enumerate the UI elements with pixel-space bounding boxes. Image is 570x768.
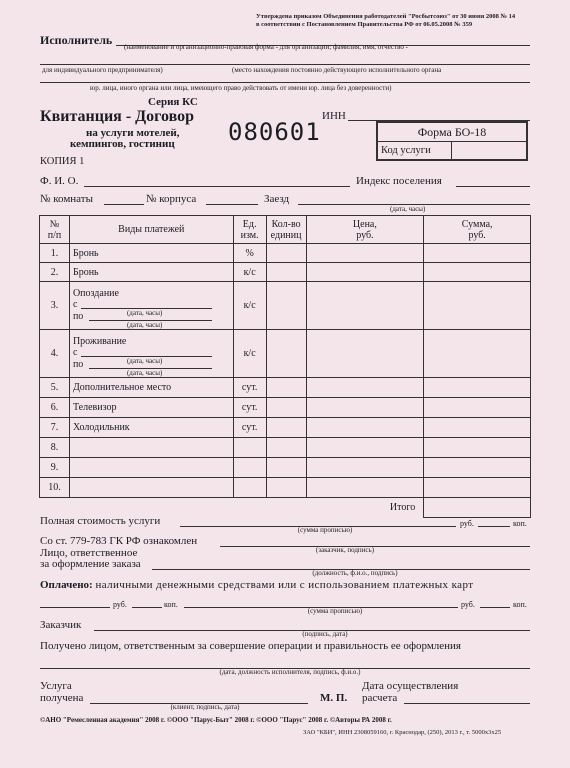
row-price[interactable] bbox=[306, 263, 424, 282]
received-caption: (дата, должность исполнителя, подпись, ф.и.о.) bbox=[219, 668, 361, 676]
date-caption: (дата, часы) bbox=[126, 321, 163, 329]
col-qty-header: Кол-во единиц bbox=[266, 216, 306, 244]
client-caption: (клиент, подпись, дата) bbox=[170, 703, 240, 711]
copy-label: КОПИЯ 1 bbox=[40, 156, 85, 167]
row-qty[interactable] bbox=[266, 263, 306, 282]
table-row bbox=[40, 398, 531, 418]
row-sum[interactable] bbox=[424, 330, 531, 378]
row-unit: сут. bbox=[233, 398, 266, 418]
service-label-1: Услуга bbox=[40, 680, 72, 692]
col-unit-header: Ед. изм. bbox=[233, 216, 266, 244]
row-price[interactable] bbox=[306, 282, 424, 330]
row-sum[interactable] bbox=[424, 244, 531, 263]
row-name: Холодильник bbox=[69, 418, 233, 438]
from-label: с bbox=[72, 299, 78, 310]
executor-caption-1: (наименование и организационно-правовая форма - для организации; фамилия, имя, отчество - bbox=[124, 43, 408, 51]
paid-text: наличными денежными средствами или с использованием платежных карт bbox=[95, 579, 474, 591]
inn-label: ИНН bbox=[322, 110, 346, 122]
paid-rub-label: руб. bbox=[113, 600, 127, 609]
position-caption: (должность, ф.и.о., подпись) bbox=[312, 569, 398, 577]
row-unit: к/с bbox=[233, 282, 266, 330]
paid-sum-words-caption: (сумма прописью) bbox=[307, 607, 363, 615]
approval-line-2: в соответствии с Постановлением Правительства РФ от 06.05.2008 № 359 bbox=[256, 21, 473, 28]
row-unit: к/с bbox=[233, 263, 266, 282]
row-sum[interactable] bbox=[424, 263, 531, 282]
form-title: Квитанция - Договор bbox=[40, 108, 195, 125]
form-code-box bbox=[376, 121, 528, 161]
row-price[interactable] bbox=[306, 458, 424, 478]
row-price[interactable] bbox=[306, 330, 424, 378]
row-name: Опоздание bbox=[72, 288, 119, 299]
printer-line: ЗАО "КБИ", ИНН 2308059160, г. Краснодар, (250), 2013 г., т. 5000х3х25 bbox=[303, 729, 502, 736]
customer-sign-caption: (заказчик, подпись) bbox=[315, 546, 375, 554]
row-qty[interactable] bbox=[266, 398, 306, 418]
executor-caption-2a: для индивидуального предпринимателя) bbox=[42, 66, 163, 74]
row-price[interactable] bbox=[306, 418, 424, 438]
table-row bbox=[40, 478, 531, 498]
paid-kop-label: коп. bbox=[164, 600, 178, 609]
row-number: 4. bbox=[40, 330, 70, 378]
row-price[interactable] bbox=[306, 478, 424, 498]
row-unit: сут. bbox=[233, 418, 266, 438]
table-row bbox=[40, 438, 531, 458]
row-qty[interactable] bbox=[266, 244, 306, 263]
form-name: Форма БО-18 bbox=[378, 123, 526, 142]
from-label: с bbox=[72, 347, 78, 358]
row-number: 6. bbox=[40, 398, 70, 418]
customer-label: Заказчик bbox=[40, 619, 82, 631]
table-row bbox=[40, 458, 531, 478]
total-label: Итого bbox=[40, 498, 424, 518]
row-unit[interactable] bbox=[233, 438, 266, 458]
date-impl-label-1: Дата осуществления bbox=[362, 680, 459, 692]
executor-label: Исполнитель bbox=[40, 33, 113, 47]
responsible-label-2: за оформление заказа bbox=[40, 558, 141, 570]
service-code-value[interactable] bbox=[452, 142, 526, 160]
total-sum[interactable] bbox=[424, 498, 531, 518]
row-number: 2. bbox=[40, 263, 70, 282]
row-price[interactable] bbox=[306, 398, 424, 418]
mp-label: М. П. bbox=[320, 692, 348, 704]
full-cost-label: Полная стоимость услуги bbox=[40, 515, 161, 527]
row-sum[interactable] bbox=[424, 438, 531, 458]
row-name: Бронь bbox=[69, 263, 233, 282]
service-code-label: Код услуги bbox=[378, 142, 452, 160]
fio-label: Ф. И. О. bbox=[40, 175, 79, 187]
table-row bbox=[40, 418, 531, 438]
date-caption: (дата, часы) bbox=[126, 369, 163, 377]
row-price[interactable] bbox=[306, 378, 424, 398]
col-price-header: Цена, руб. bbox=[306, 216, 424, 244]
row-name: Дополнительное место bbox=[69, 378, 233, 398]
to-label: по bbox=[72, 359, 84, 370]
date-caption: (дата, часы) bbox=[126, 357, 163, 365]
approval-line-1: Утверждена приказом Объединения работодателей "Росбытсоюз" от 30 июня 2008 № 14 bbox=[256, 13, 516, 20]
paid-rub-label-2: руб. bbox=[461, 600, 475, 609]
row-sum[interactable] bbox=[424, 478, 531, 498]
rub-label: руб. bbox=[460, 519, 474, 528]
gk-label: Со ст. 779-783 ГК РФ ознакомлен bbox=[40, 535, 198, 547]
row-name[interactable] bbox=[69, 458, 233, 478]
row-number: 9. bbox=[40, 458, 70, 478]
date-caption: (дата, часы) bbox=[126, 309, 163, 317]
to-label: по bbox=[72, 311, 84, 322]
row-qty[interactable] bbox=[266, 458, 306, 478]
row-qty[interactable] bbox=[266, 282, 306, 330]
row-number: 5. bbox=[40, 378, 70, 398]
arrival-caption: (дата, часы) bbox=[390, 205, 426, 213]
table-row bbox=[40, 378, 531, 398]
row-number: 7. bbox=[40, 418, 70, 438]
table-header-row bbox=[40, 216, 531, 244]
sign-date-caption: (подпись, дата) bbox=[302, 630, 348, 638]
col-num-header: № п/п bbox=[40, 216, 70, 244]
index-label: Индекс поселения bbox=[356, 175, 442, 187]
row-sum[interactable] bbox=[424, 418, 531, 438]
row-name[interactable] bbox=[69, 438, 233, 458]
row-unit[interactable] bbox=[233, 458, 266, 478]
form-subtitle-1: на услуги мотелей, bbox=[86, 127, 180, 139]
row-number: 8. bbox=[40, 438, 70, 458]
table-row bbox=[40, 282, 531, 330]
row-number: 10. bbox=[40, 478, 70, 498]
date-impl-label-2: расчета bbox=[362, 692, 398, 704]
received-label: Получено лицом, ответственным за совершение операции и правильность ее оформления bbox=[40, 640, 461, 652]
row-price[interactable] bbox=[306, 244, 424, 263]
row-name: Проживание bbox=[72, 336, 127, 347]
kop-label: коп. bbox=[513, 519, 527, 528]
copyright-line: ©АНО "Ремесленная академия" 2008 г. ©ООО "Парус-Быт" 2008 г. ©ООО "Парус" 2008 г. ©Авторы РА 2008 г. bbox=[40, 716, 392, 724]
form-series: Серия КС bbox=[148, 96, 198, 108]
paid-label: Оплачено: bbox=[40, 579, 93, 591]
arrival-label: Заезд bbox=[264, 193, 290, 205]
row-qty[interactable] bbox=[266, 330, 306, 378]
executor-caption-2b: (место нахождения постоянно действующего исполнительного органа bbox=[232, 66, 442, 74]
sum-words-caption: (сумма прописью) bbox=[297, 526, 353, 534]
table-row bbox=[40, 330, 531, 378]
col-type-header: Виды платежей bbox=[69, 216, 233, 244]
paid-kop-label-2: коп. bbox=[513, 600, 527, 609]
col-sum-header: Сумма, руб. bbox=[424, 216, 531, 244]
building-label: № корпуса bbox=[146, 193, 197, 205]
table-row bbox=[40, 244, 531, 263]
responsible-label-1: Лицо, ответственное bbox=[40, 547, 138, 559]
row-unit: к/с bbox=[233, 330, 266, 378]
row-name[interactable] bbox=[69, 478, 233, 498]
room-label: № комнаты bbox=[40, 193, 93, 205]
service-label-2: получена bbox=[40, 692, 84, 704]
payments-table bbox=[39, 215, 531, 518]
row-number: 3. bbox=[40, 282, 70, 330]
executor-caption-3: юр. лица, иного органа или лица, имеющего право действовать от имени юр. лица без доверенности) bbox=[90, 84, 392, 92]
form-number: 080601 bbox=[228, 118, 321, 146]
row-name: Бронь bbox=[69, 244, 233, 263]
row-qty[interactable] bbox=[266, 378, 306, 398]
row-sum[interactable] bbox=[424, 458, 531, 478]
row-unit: % bbox=[233, 244, 266, 263]
row-qty[interactable] bbox=[266, 418, 306, 438]
table-row bbox=[40, 263, 531, 282]
row-sum[interactable] bbox=[424, 398, 531, 418]
form-subtitle-2: кемпингов, гостиниц bbox=[70, 138, 175, 150]
row-qty[interactable] bbox=[266, 478, 306, 498]
row-unit: сут. bbox=[233, 378, 266, 398]
row-qty[interactable] bbox=[266, 438, 306, 458]
row-price[interactable] bbox=[306, 438, 424, 458]
row-name: Телевизор bbox=[69, 398, 233, 418]
row-unit[interactable] bbox=[233, 478, 266, 498]
row-number: 1. bbox=[40, 244, 70, 263]
row-sum[interactable] bbox=[424, 378, 531, 398]
row-sum[interactable] bbox=[424, 282, 531, 330]
